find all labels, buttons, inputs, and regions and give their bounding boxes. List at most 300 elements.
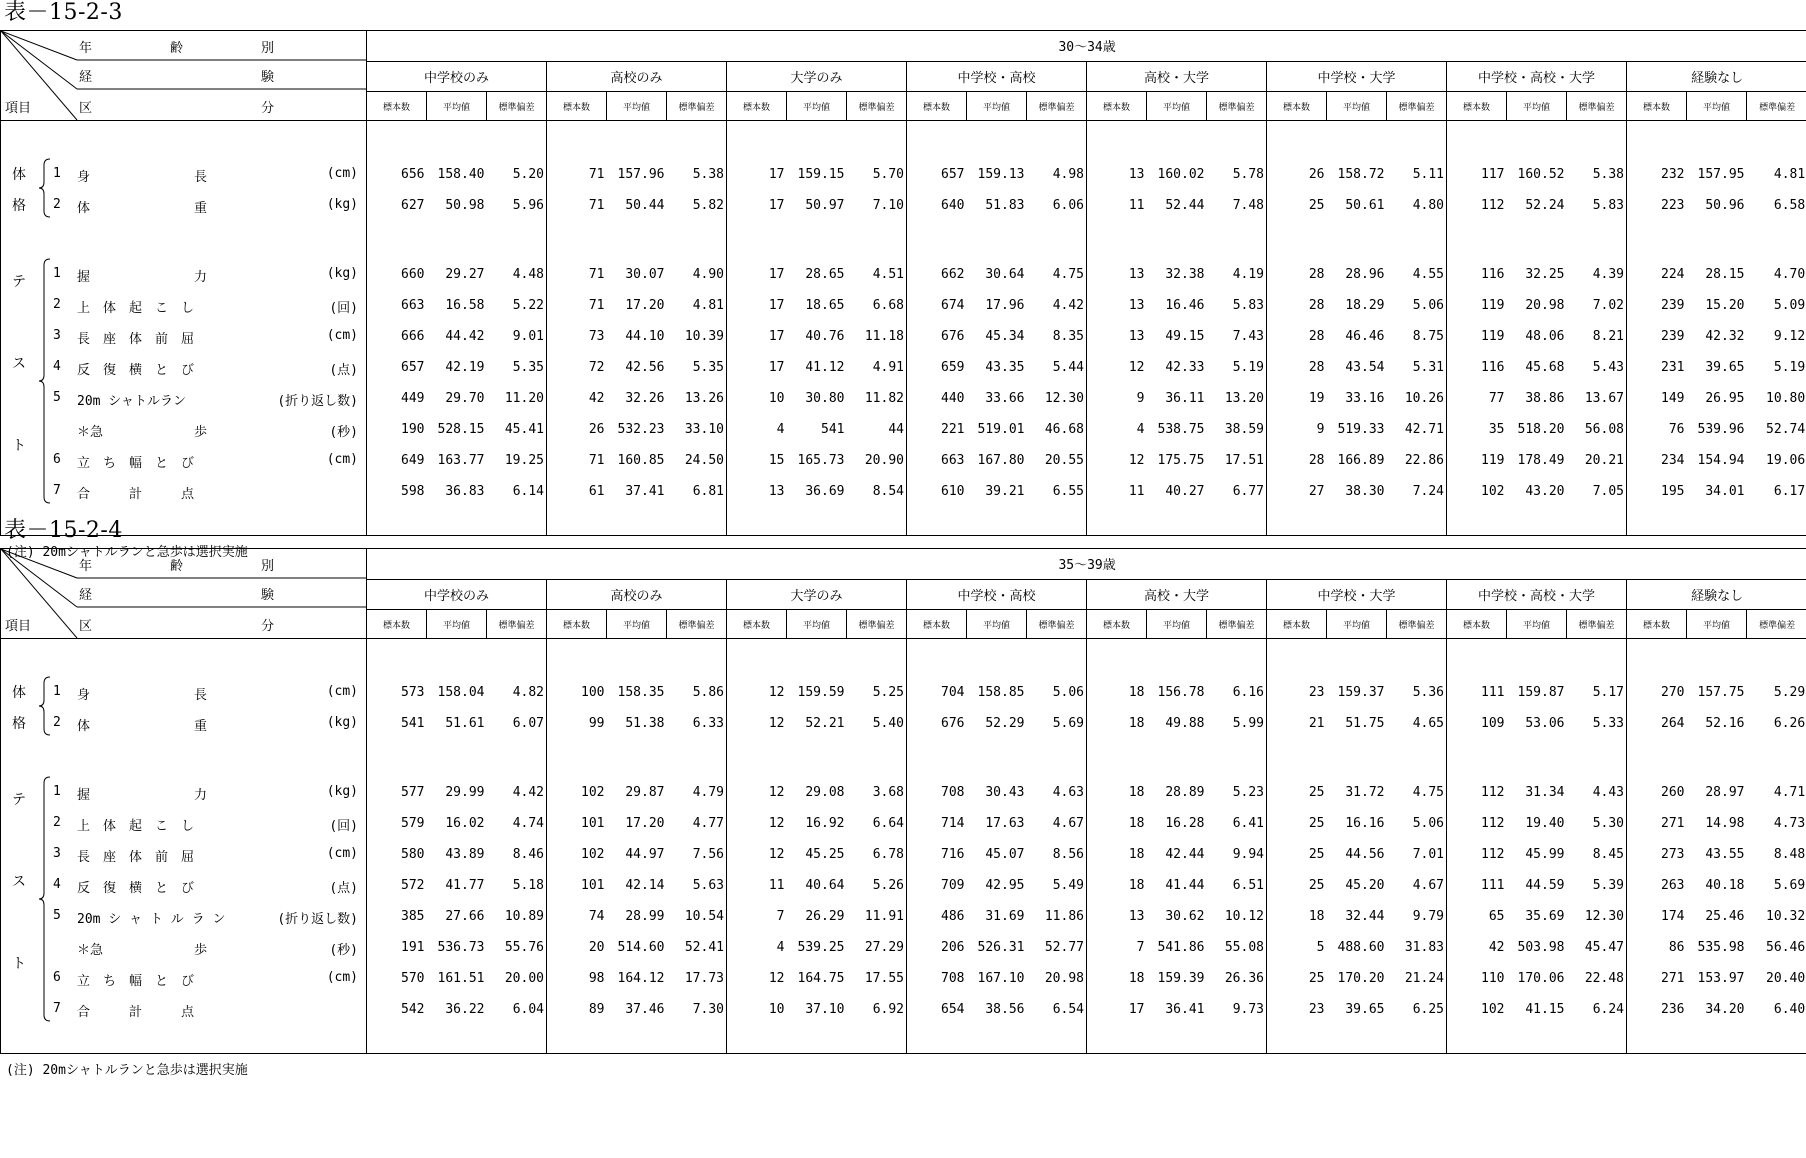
subheader-cell: 平均値 — [427, 610, 487, 639]
value-cell: 159.37 — [1337, 685, 1385, 700]
value-cell: 16.02 — [445, 816, 485, 831]
value-cell: 4.71 — [1747, 777, 1806, 808]
value-cell: 8.35 — [1027, 321, 1087, 352]
value-cell: 9.12 — [1747, 321, 1806, 352]
value-cell: 36.41 — [1165, 1002, 1205, 1017]
value-cell: 166.89 — [1337, 453, 1385, 468]
value-cell: 33.16 — [1345, 391, 1385, 406]
subheader-cell: 標本数 — [907, 610, 967, 639]
experience-group-header: 高校のみ — [547, 61, 727, 92]
value-cell: 6.58 — [1747, 190, 1806, 221]
value-cell: 98 — [588, 971, 605, 986]
value-cell: 163.77 — [437, 453, 485, 468]
value-cell: 112 — [1481, 816, 1505, 831]
value-cell: 12 — [768, 971, 785, 986]
value-cell: 13.26 — [667, 383, 727, 414]
subheader-cell: 標準偏差 — [487, 92, 547, 121]
value-cell: 10.26 — [1387, 383, 1447, 414]
category-test-char: テ — [12, 274, 26, 290]
row-item-name: 握 力 — [77, 788, 208, 803]
value-cell: 519.33 — [1337, 422, 1385, 437]
value-cell: 666 — [401, 329, 425, 344]
value-cell: 224 — [1661, 267, 1685, 282]
value-cell: 709 — [941, 878, 965, 893]
value-cell: 5.20 — [487, 159, 547, 190]
value-cell: 167.10 — [977, 971, 1025, 986]
value-cell: 46.46 — [1345, 329, 1385, 344]
value-cell: 27 — [1308, 484, 1325, 499]
row-label — [1, 352, 367, 383]
value-cell: 190 — [401, 422, 425, 437]
value-cell: 539.25 — [797, 940, 845, 955]
row-item-name: 長 座 体 前 屈 — [77, 850, 195, 865]
value-cell: 36.22 — [445, 1002, 485, 1017]
category-body-char: 格 — [12, 198, 26, 214]
value-cell: 99 — [588, 716, 605, 731]
value-cell: 5.69 — [1027, 708, 1087, 739]
brace-test-icon — [38, 775, 54, 1023]
value-cell: 10.12 — [1207, 901, 1267, 932]
value-cell: 5.17 — [1567, 677, 1627, 708]
value-cell: 112 — [1481, 198, 1505, 213]
value-cell: 56.46 — [1747, 932, 1806, 963]
row-unit: (折り返し数) — [277, 394, 358, 409]
value-cell: 8.46 — [487, 839, 547, 870]
value-cell: 17.51 — [1207, 445, 1267, 476]
value-cell: 33.66 — [985, 391, 1025, 406]
value-cell: 49.15 — [1165, 329, 1205, 344]
value-cell: 7.10 — [847, 190, 907, 221]
value-cell: 32.44 — [1345, 909, 1385, 924]
experience-group-header: 中学校・高校 — [907, 579, 1087, 610]
row-unit: (秒) — [329, 425, 358, 440]
value-cell: 37.41 — [625, 484, 665, 499]
value-cell: 260 — [1661, 785, 1685, 800]
row-label — [1, 190, 367, 221]
value-cell: 44 — [847, 414, 907, 445]
row-item-name: 20m シャトルラン — [77, 394, 187, 409]
row-number: 5 — [53, 390, 61, 405]
value-cell: 232 — [1661, 167, 1685, 182]
value-cell: 4.43 — [1567, 777, 1627, 808]
value-cell: 271 — [1661, 816, 1685, 831]
subheader-cell: 標本数 — [547, 610, 607, 639]
value-cell: 13 — [1128, 329, 1145, 344]
value-cell: 627 — [401, 198, 425, 213]
row-item-name: 長 座 体 前 屈 — [77, 332, 195, 347]
value-cell: 4.74 — [487, 808, 547, 839]
value-cell: 5.30 — [1567, 808, 1627, 839]
value-cell: 6.64 — [847, 808, 907, 839]
subheader-cell: 標準偏差 — [1207, 92, 1267, 121]
corner-age-label: 年 齢 別 — [79, 559, 275, 574]
value-cell: 26.29 — [805, 909, 845, 924]
subheader-cell: 標準偏差 — [667, 92, 727, 121]
value-cell: 43.89 — [445, 847, 485, 862]
value-cell: 43.35 — [985, 360, 1025, 375]
value-cell: 5.29 — [1747, 677, 1806, 708]
row-number: 1 — [53, 166, 61, 181]
subheader-cell: 標本数 — [907, 92, 967, 121]
value-cell: 271 — [1661, 971, 1685, 986]
subheader-cell: 標準偏差 — [487, 610, 547, 639]
value-cell: 18 — [1128, 685, 1145, 700]
row-item-name: ＊急 歩 — [77, 943, 208, 958]
subheader-cell: 標本数 — [727, 92, 787, 121]
corner-experience-label: 経 験 — [79, 588, 275, 603]
value-cell: 17.63 — [985, 816, 1025, 831]
category-test-char: テ — [12, 792, 26, 808]
value-cell: 20.00 — [487, 963, 547, 994]
value-cell: 10 — [768, 1002, 785, 1017]
value-cell: 440 — [941, 391, 965, 406]
value-cell: 32.25 — [1525, 267, 1565, 282]
value-cell: 61 — [588, 484, 605, 499]
value-cell: 5.23 — [1207, 777, 1267, 808]
value-cell: 43.20 — [1525, 484, 1565, 499]
row-item-name: 合 計 点 — [77, 1005, 195, 1020]
value-cell: 657 — [401, 360, 425, 375]
value-cell: 25 — [1308, 878, 1325, 893]
value-cell: 6.25 — [1387, 994, 1447, 1025]
row-item-name: 立 ち 幅 と び — [77, 456, 195, 471]
value-cell: 538.75 — [1157, 422, 1205, 437]
value-cell: 11.86 — [1027, 901, 1087, 932]
value-cell: 154.94 — [1697, 453, 1745, 468]
row-unit: (cm) — [326, 846, 358, 861]
value-cell: 5.38 — [1567, 159, 1627, 190]
row-number: 2 — [53, 197, 61, 212]
value-cell: 160.85 — [617, 453, 665, 468]
experience-group-header: 大学のみ — [727, 579, 907, 610]
value-cell: 50.44 — [625, 198, 665, 213]
value-cell: 5.63 — [667, 870, 727, 901]
value-cell: 158.40 — [437, 167, 485, 182]
value-cell: 73 — [588, 329, 605, 344]
value-cell: 18.29 — [1345, 298, 1385, 313]
value-cell: 28 — [1308, 360, 1325, 375]
experience-group-header: 中学校・高校・大学 — [1447, 61, 1627, 92]
value-cell: 708 — [941, 971, 965, 986]
value-cell: 542 — [401, 1002, 425, 1017]
value-cell: 76 — [1668, 422, 1685, 437]
value-cell: 539.96 — [1697, 422, 1745, 437]
value-cell: 10.39 — [667, 321, 727, 352]
value-cell: 10.89 — [487, 901, 547, 932]
value-cell: 7.02 — [1567, 290, 1627, 321]
row-label — [1, 321, 367, 352]
row-label — [1, 708, 367, 739]
value-cell: 31.72 — [1345, 785, 1385, 800]
value-cell: 29.87 — [625, 785, 665, 800]
subheader-cell: 平均値 — [1507, 92, 1567, 121]
value-cell: 38.30 — [1345, 484, 1385, 499]
row-label — [1, 414, 367, 445]
value-cell: 16.58 — [445, 298, 485, 313]
row-item-name: 上 体 起 こ し — [77, 301, 195, 316]
value-cell: 20.21 — [1567, 445, 1627, 476]
value-cell: 20.98 — [1027, 963, 1087, 994]
value-cell: 22.86 — [1387, 445, 1447, 476]
value-cell: 10.54 — [667, 901, 727, 932]
value-cell: 6.77 — [1207, 476, 1267, 507]
row-unit: (cm) — [326, 328, 358, 343]
value-cell: 42.95 — [985, 878, 1025, 893]
value-cell: 17 — [768, 167, 785, 182]
value-cell: 5 — [1316, 940, 1325, 955]
value-cell: 6.33 — [667, 708, 727, 739]
subheader-cell: 標本数 — [1627, 92, 1687, 121]
value-cell: 25 — [1308, 785, 1325, 800]
value-cell: 8.75 — [1387, 321, 1447, 352]
value-cell: 28 — [1308, 453, 1325, 468]
value-cell: 486 — [941, 909, 965, 924]
value-cell: 19.25 — [487, 445, 547, 476]
row-item-name: 反 復 横 と び — [77, 363, 195, 378]
value-cell: 45.34 — [985, 329, 1025, 344]
value-cell: 11.20 — [487, 383, 547, 414]
value-cell: 50.96 — [1705, 198, 1745, 213]
value-cell: 5.69 — [1747, 870, 1806, 901]
value-cell: 11.91 — [847, 901, 907, 932]
value-cell: 102 — [1481, 484, 1505, 499]
value-cell: 16.28 — [1165, 816, 1205, 831]
subheader-cell: 平均値 — [1687, 610, 1747, 639]
value-cell: 45.20 — [1345, 878, 1385, 893]
value-cell: 160.52 — [1517, 167, 1565, 182]
value-cell: 18.65 — [805, 298, 845, 313]
value-cell: 164.12 — [617, 971, 665, 986]
value-cell: 164.75 — [797, 971, 845, 986]
value-cell: 110 — [1481, 971, 1505, 986]
value-cell: 6.24 — [1567, 994, 1627, 1025]
value-cell: 40.18 — [1705, 878, 1745, 893]
value-cell: 29.27 — [445, 267, 485, 282]
value-cell: 31.34 — [1525, 785, 1565, 800]
value-cell: 13 — [1128, 909, 1145, 924]
value-cell: 14.98 — [1705, 816, 1745, 831]
value-cell: 31.83 — [1387, 932, 1447, 963]
data-table — [0, 30, 1806, 536]
value-cell: 4 — [776, 940, 785, 955]
value-cell: 5.06 — [1387, 808, 1447, 839]
value-cell: 28 — [1308, 267, 1325, 282]
experience-group-header: 中学校のみ — [367, 579, 547, 610]
experience-group-header: 高校のみ — [547, 579, 727, 610]
corner-age-label: 年 齢 別 — [79, 41, 275, 56]
value-cell: 5.11 — [1387, 159, 1447, 190]
value-cell: 223 — [1661, 198, 1685, 213]
value-cell: 31.69 — [985, 909, 1025, 924]
value-cell: 43.54 — [1345, 360, 1385, 375]
value-cell: 51.83 — [985, 198, 1025, 213]
value-cell: 264 — [1661, 716, 1685, 731]
value-cell: 34.20 — [1705, 1002, 1745, 1017]
value-cell: 42 — [588, 391, 605, 406]
value-cell: 4 — [1136, 422, 1145, 437]
value-cell: 53.06 — [1525, 716, 1565, 731]
row-label — [1, 159, 367, 190]
value-cell: 17.73 — [667, 963, 727, 994]
value-cell: 663 — [941, 453, 965, 468]
value-cell: 89 — [588, 1002, 605, 1017]
row-unit: (点) — [329, 363, 358, 378]
value-cell: 7 — [776, 909, 785, 924]
value-cell: 12 — [768, 685, 785, 700]
value-cell: 8.21 — [1567, 321, 1627, 352]
row-unit: (cm) — [326, 452, 358, 467]
value-cell: 4.79 — [667, 777, 727, 808]
subheader-cell: 標本数 — [1267, 610, 1327, 639]
value-cell: 51.75 — [1345, 716, 1385, 731]
subheader-cell: 標準偏差 — [1747, 610, 1806, 639]
value-cell: 676 — [941, 716, 965, 731]
value-cell: 8.48 — [1747, 839, 1806, 870]
value-cell: 4.19 — [1207, 259, 1267, 290]
value-cell: 32.26 — [625, 391, 665, 406]
experience-group-header: 中学校・大学 — [1267, 579, 1447, 610]
value-cell: 12.30 — [1027, 383, 1087, 414]
experience-group-header: 中学校・大学 — [1267, 61, 1447, 92]
value-cell: 15.20 — [1705, 298, 1745, 313]
value-cell: 5.19 — [1747, 352, 1806, 383]
brace-test-icon — [38, 257, 54, 505]
value-cell: 41.12 — [805, 360, 845, 375]
value-cell: 102 — [1481, 1002, 1505, 1017]
value-cell: 28.89 — [1165, 785, 1205, 800]
row-item-name: 身 長 — [77, 688, 208, 703]
value-cell: 488.60 — [1337, 940, 1385, 955]
value-cell: 4.67 — [1387, 870, 1447, 901]
row-label — [1, 677, 367, 708]
value-cell: 40.64 — [805, 878, 845, 893]
subheader-cell: 標準偏差 — [1387, 610, 1447, 639]
experience-group-header: 高校・大学 — [1087, 61, 1267, 92]
value-cell: 44.56 — [1345, 847, 1385, 862]
value-cell: 536.73 — [437, 940, 485, 955]
brace-body-icon — [38, 675, 54, 737]
row-item-name: 身 長 — [77, 170, 208, 185]
row-number: 2 — [53, 815, 61, 830]
value-cell: 22.48 — [1567, 963, 1627, 994]
value-cell: 44.42 — [445, 329, 485, 344]
value-cell: 7.30 — [667, 994, 727, 1025]
value-cell: 17 — [768, 298, 785, 313]
value-cell: 6.55 — [1027, 476, 1087, 507]
value-cell: 11.82 — [847, 383, 907, 414]
corner-division-label: 区 分 — [79, 101, 275, 116]
category-body-char: 格 — [12, 716, 26, 732]
value-cell: 7 — [1136, 940, 1145, 955]
value-cell: 18 — [1128, 878, 1145, 893]
row-number: 5 — [53, 908, 61, 923]
value-cell: 20.55 — [1027, 445, 1087, 476]
subheader-cell: 平均値 — [1147, 92, 1207, 121]
value-cell: 44.59 — [1525, 878, 1565, 893]
value-cell: 52.21 — [805, 716, 845, 731]
value-cell: 5.49 — [1027, 870, 1087, 901]
value-cell: 7.01 — [1387, 839, 1447, 870]
value-cell: 4 — [776, 422, 785, 437]
value-cell: 572 — [401, 878, 425, 893]
table-note: (注) 20mシャトルランと急歩は選択実施 — [6, 545, 248, 560]
row-unit: (kg) — [326, 784, 358, 799]
value-cell: 28.96 — [1345, 267, 1385, 282]
row-item-name: 合 計 点 — [77, 487, 195, 502]
value-cell: 72 — [588, 360, 605, 375]
subheader-cell: 平均値 — [787, 92, 847, 121]
value-cell: 518.20 — [1517, 422, 1565, 437]
value-cell: 577 — [401, 785, 425, 800]
value-cell: 86 — [1668, 940, 1685, 955]
value-cell: 9 — [1136, 391, 1145, 406]
value-cell: 10.32 — [1747, 901, 1806, 932]
value-cell: 28.97 — [1705, 785, 1745, 800]
row-number: 7 — [53, 1001, 61, 1016]
row-unit: (回) — [329, 819, 358, 834]
value-cell: 704 — [941, 685, 965, 700]
row-label — [1, 932, 367, 963]
value-cell: 38.86 — [1525, 391, 1565, 406]
subheader-cell: 標本数 — [1627, 610, 1687, 639]
value-cell: 36.11 — [1165, 391, 1205, 406]
value-cell: 6.04 — [487, 994, 547, 1025]
value-cell: 26 — [588, 422, 605, 437]
value-cell: 640 — [941, 198, 965, 213]
value-cell: 573 — [401, 685, 425, 700]
value-cell: 159.13 — [977, 167, 1025, 182]
row-unit: (cm) — [326, 684, 358, 699]
row-number: 3 — [53, 846, 61, 861]
value-cell: 4.80 — [1387, 190, 1447, 221]
value-cell: 21.24 — [1387, 963, 1447, 994]
value-cell: 17 — [768, 267, 785, 282]
value-cell: 6.07 — [487, 708, 547, 739]
row-label — [1, 870, 367, 901]
subheader-cell: 平均値 — [787, 610, 847, 639]
value-cell: 532.23 — [617, 422, 665, 437]
value-cell: 49.88 — [1165, 716, 1205, 731]
value-cell: 4.39 — [1567, 259, 1627, 290]
value-cell: 13 — [1128, 267, 1145, 282]
value-cell: 4.48 — [487, 259, 547, 290]
row-unit: (kg) — [326, 197, 358, 212]
value-cell: 18 — [1128, 716, 1145, 731]
subheader-cell: 平均値 — [427, 92, 487, 121]
row-item-name: 立 ち 幅 と び — [77, 974, 195, 989]
category-test-char: ス — [12, 874, 26, 890]
row-label — [1, 259, 367, 290]
value-cell: 56.08 — [1567, 414, 1627, 445]
value-cell: 48.06 — [1525, 329, 1565, 344]
value-cell: 5.31 — [1387, 352, 1447, 383]
value-cell: 3.68 — [847, 777, 907, 808]
row-number: 3 — [53, 328, 61, 343]
value-cell: 18 — [1128, 847, 1145, 862]
value-cell: 239 — [1661, 298, 1685, 313]
value-cell: 74 — [588, 909, 605, 924]
value-cell: 158.35 — [617, 685, 665, 700]
corner-experience-label: 経 験 — [79, 70, 275, 85]
value-cell: 39.21 — [985, 484, 1025, 499]
value-cell: 101 — [581, 816, 605, 831]
value-cell: 231 — [1661, 360, 1685, 375]
value-cell: 119 — [1481, 453, 1505, 468]
row-label — [1, 290, 367, 321]
value-cell: 17 — [768, 329, 785, 344]
subheader-cell: 平均値 — [1147, 610, 1207, 639]
category-test-char: ト — [12, 438, 26, 454]
